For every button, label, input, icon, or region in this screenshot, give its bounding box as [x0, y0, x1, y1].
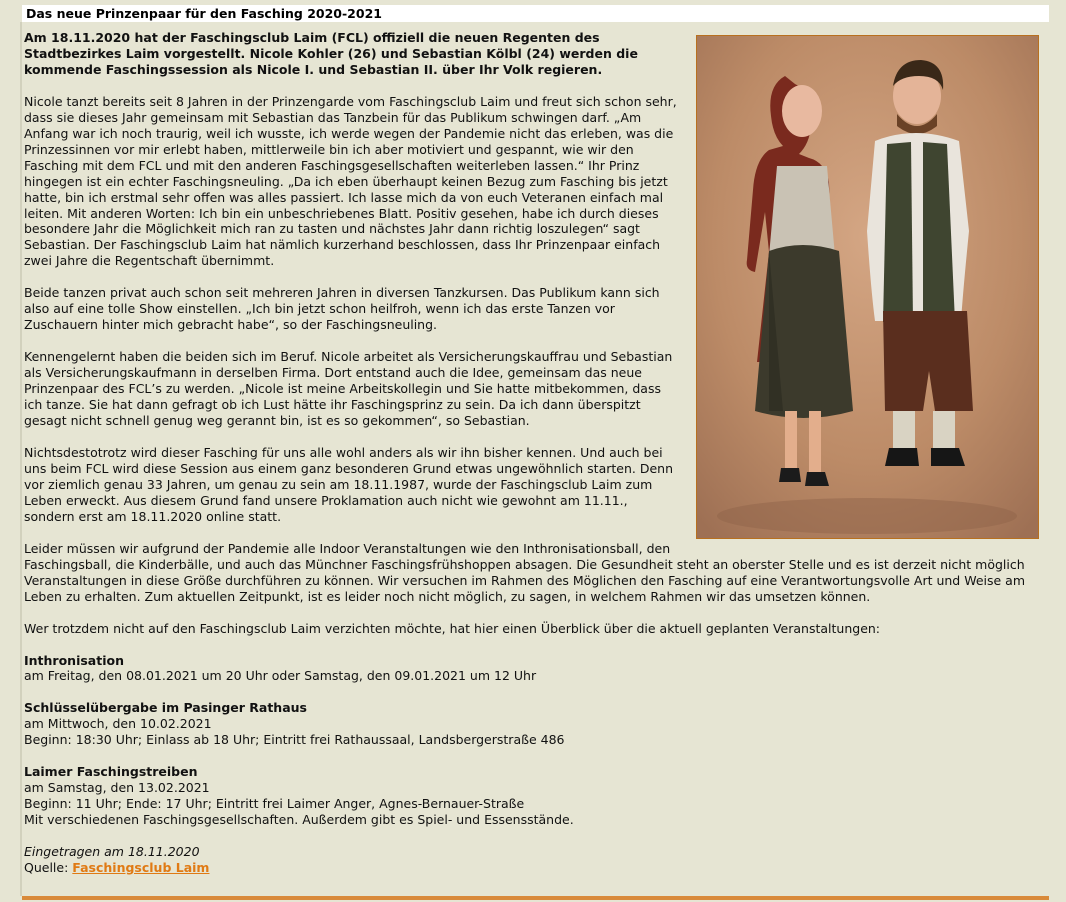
event-inthronisation: [24, 653, 1039, 685]
lead-paragraph: Am 18.11.2020 hat der Faschingsclub Laim (FCL) offiziell die neuen Regenten des Stadtbezirkes Laim vorgestellt. Nicole Kohler (26) und Sebastian Kölbl (24) werden die kommende Faschingssession als Nicole I. und Sebastian II. über Ihr Volk regieren.: [24, 30, 638, 77]
article-title: Das neue Prinzenpaar für den Fasching 2020-2021: [26, 6, 382, 21]
prince-couple-photo: [696, 35, 1039, 539]
content-area: [22, 22, 1049, 894]
paragraph-4: Nichtsdestotrotz wird dieser Fasching für uns alle wohl anders als wir ihn bisher kennen. Und auch bei uns beim FCL wird diese Session aus einem ganz besonderen Grund etwas ungewöhnlich starten. Denn vor ziemlich genau 33 Jahren, um genau zu sein am 18.11.1987, wurde der Faschingsclub Laim zum Leben erweckt. Aus diesem Grund fand unsere Proklamation auch nicht wie gewohnt am 11.11., sondern erst am 18.11.2020 online statt.: [24, 444, 673, 524]
paragraph-1: Nicole tanzt bereits seit 8 Jahren in der Prinzengarde vom Faschingsclub Laim und freut sich schon sehr, dass sie dieses Jahr gemeinsam mit Sebastian das Tanzbein für das Publikum schwingen darf. „Am Anfang war ich noch traurig, weil ich wusste, ich werde wegen der Pandemie nicht das erleben, was die Prinzessinnen vor mir erlebt haben, mittlerweile bin ich aber motiviert und gespannt, wie wir den Fasching mit dem FCL und mit den anderen Faschingsgesellschaften weiterleben lassen.“ Ihr Prinz hingegen ist ein echter Faschingsneuling. „Da ich eben überhaupt keinen Bezug zum Fasching bis jetzt hatte, bin ich erstmal sehr offen was alles passiert. Ich lasse mich da von euch Veteranen einfach mal leiten. Mit anderen Worten: Ich bin ein unbeschriebenes Blatt. Positiv gesehen, habe ich durch dieses besondere Jahr die Möglichkeit mich ran zu tasten und nächstes Jahr dann richtig loszulegen“ sagt Sebastian. Der Faschingsclub Laim hat nämlich kurzerhand beschlossen, dass Ihr Prinzenpaar einfach zwei Jahre die Regentschaft übernimmt.: [24, 93, 677, 269]
event-line: am Freitag, den 08.01.2021 um 20 Uhr oder Samstag, den 09.01.2021 um 12 Uhr: [24, 668, 537, 684]
event-line: Beginn: 11 Uhr; Ende: 17 Uhr; Eintritt frei Laimer Anger, Agnes-Bernauer-Straße: [24, 796, 525, 812]
paragraph-6: Wer trotzdem nicht auf den Faschingsclub Laim verzichten möchte, hat hier einen Überblick über die aktuell geplanten Veranstaltungen:: [24, 620, 881, 636]
event-title: Inthronisation: [24, 652, 124, 668]
event-line: Beginn: 18:30 Uhr; Einlass ab 18 Uhr; Eintritt frei Rathaussaal, Landsbergerstraße 486: [24, 732, 565, 748]
source-line: [24, 860, 1039, 876]
event-schluesseluebergabe: [24, 700, 1039, 748]
event-title: Schlüsselübergabe im Pasinger Rathaus: [24, 700, 307, 716]
photo-illustration: [697, 36, 1038, 538]
event-line: Mit verschiedenen Faschingsgesellschaften. Außerdem gibt es Spiel- und Essensstände.: [24, 812, 574, 828]
event-faschingstreiben: [24, 764, 1039, 828]
paragraph-3: Kennengelernt haben die beiden sich im Beruf. Nicole arbeitet als Versicherungskauffrau und Sebastian als Versicherungskaufmann in derselben Firma. Dort entstand auch die Idee, gemeinsam das neue Prinzenpaar des FCL’s zu werden. „Nicole ist meine Arbeitskollegin und Sie hatte mitbekommen, dass ich tanze. Sie hat dann gefragt ob ich Lust hätte ihr Faschingsprinz zu sein. Da ich dann überspitzt gesagt nicht schnell genug weg gerannt bin, ist es so gekommen“, so Sebastian.: [24, 349, 673, 429]
source-link[interactable]: Faschingsclub Laim: [72, 860, 210, 876]
paragraph-5: Leider müssen wir aufgrund der Pandemie alle Indoor Veranstaltungen wie den Inthronisationsball, den Faschingsball, die Kinderbälle, und auch das Münchner Faschingsfrühshoppen absagen. Die Gesundheit steht an oberster Stelle und es ist derzeit nicht möglich Veranstaltungen in diese Größe durchführen zu können. Wir versuchen im Rahmen des Möglichen den Fasching auf eine Verantwortungsvolle Art und Weise am Leben zu erhalten. Zum aktuellen Zeitpunkt, ist es leider noch nicht möglich, zu sagen, in welchem Rahmen wir das umsetzen können.: [24, 540, 1026, 604]
event-line: am Samstag, den 13.02.2021: [24, 780, 210, 796]
title-bar: [22, 5, 1049, 22]
source-label: Quelle:: [24, 860, 69, 876]
paragraph-2: Beide tanzen privat auch schon seit mehreren Jahren in diversen Tanzkursen. Das Publikum kann sich also auf eine tolle Show einstellen. „Ich bin jetzt schon heilfroh, wenn ich das erste Tanzen vor Zuschauern hinter mich gebracht habe“, so der Faschingsneuling.: [24, 285, 660, 333]
event-title: Laimer Faschingstreiben: [24, 764, 198, 780]
entry-date: Eingetragen am 18.11.2020: [24, 844, 200, 860]
footer-divider: [22, 896, 1049, 900]
event-line: am Mittwoch, den 10.02.2021: [24, 716, 212, 732]
article-body: [24, 30, 1039, 876]
